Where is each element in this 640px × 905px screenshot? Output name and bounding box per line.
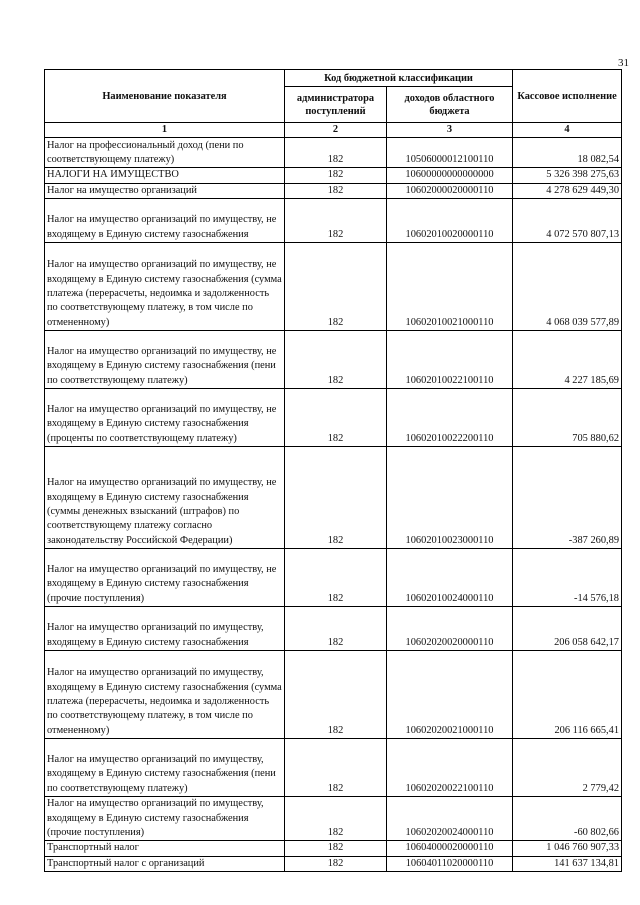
row-name: Налог на имущество организаций по имуществу, не входящему в Единую систему газоснабжения (пени по соответствующему платежу): [45, 331, 285, 389]
row-income-code: 10602010023000110: [387, 447, 513, 549]
row-admin-code: 182: [285, 856, 387, 871]
row-admin-code: 182: [285, 841, 387, 856]
row-admin-code: 182: [285, 549, 387, 607]
row-income-code: 10602010024000110: [387, 549, 513, 607]
table-row: [45, 447, 622, 549]
row-admin-code: 182: [285, 138, 387, 168]
table-row: [45, 607, 622, 651]
row-income-code: 10602020021000110: [387, 651, 513, 739]
column-number-1: 1: [45, 123, 285, 138]
row-exec-value: 4 278 629 449,30: [513, 183, 622, 198]
row-income-code: 10602010022100110: [387, 331, 513, 389]
row-income-code: 10602020022100110: [387, 739, 513, 797]
table-row: [45, 856, 622, 871]
row-exec-value: 206 058 642,17: [513, 607, 622, 651]
row-admin-code: 182: [285, 607, 387, 651]
row-name: Налог на имущество организаций: [45, 183, 285, 198]
row-exec-value: -60 802,66: [513, 797, 622, 841]
row-income-code: 10602020024000110: [387, 797, 513, 841]
header-code-group: Код бюджетной классификации: [285, 70, 513, 87]
row-name: Налог на имущество организаций по имуществу, входящему в Единую систему газоснабжения: [45, 607, 285, 651]
header-admin: администратора поступлений: [285, 87, 387, 123]
row-exec-value: -14 576,18: [513, 549, 622, 607]
table-row: [45, 331, 622, 389]
row-exec-value: 1 046 760 907,33: [513, 841, 622, 856]
row-name: Налог на имущество организаций по имуществу, не входящему в Единую систему газоснабжения: [45, 199, 285, 243]
table-row: [45, 199, 622, 243]
row-admin-code: 182: [285, 739, 387, 797]
row-admin-code: 182: [285, 447, 387, 549]
row-exec-value: 141 637 134,81: [513, 856, 622, 871]
table-row: [45, 389, 622, 447]
row-income-code: 10600000000000000: [387, 168, 513, 183]
row-income-code: 10602020020000110: [387, 607, 513, 651]
row-income-code: 10604011020000110: [387, 856, 513, 871]
header-income: доходов областного бюджета: [387, 87, 513, 123]
row-income-code: 10602010022200110: [387, 389, 513, 447]
row-exec-value: 4 227 185,69: [513, 331, 622, 389]
row-income-code: 10506000012100110: [387, 138, 513, 168]
table-row: [45, 739, 622, 797]
column-number-4: 4: [513, 123, 622, 138]
row-admin-code: 182: [285, 389, 387, 447]
row-income-code: 10602000020000110: [387, 183, 513, 198]
table-row: [45, 797, 622, 841]
row-exec-value: 705 880,62: [513, 389, 622, 447]
row-admin-code: 182: [285, 168, 387, 183]
table-row: [45, 183, 622, 198]
row-admin-code: 182: [285, 199, 387, 243]
row-exec-value: 18 082,54: [513, 138, 622, 168]
row-exec-value: -387 260,89: [513, 447, 622, 549]
column-number-3: 3: [387, 123, 513, 138]
row-income-code: 10604000020000110: [387, 841, 513, 856]
row-exec-value: 4 068 039 577,89: [513, 243, 622, 331]
row-exec-value: 4 072 570 807,13: [513, 199, 622, 243]
column-number-2: 2: [285, 123, 387, 138]
page-number: 31: [618, 57, 629, 69]
row-name: Транспортный налог с организаций: [45, 856, 285, 871]
budget-revenue-table: [44, 69, 622, 872]
row-name: Налог на имущество организаций по имуществу, входящему в Единую систему газоснабжения (прочие поступления): [45, 797, 285, 841]
row-admin-code: 182: [285, 797, 387, 841]
row-name: Налог на имущество организаций по имуществу, не входящему в Единую систему газоснабжения (сумма платежа (перерасчеты, недоимка и задолженность по соответствующему платежу, в том числе по отмененному): [45, 243, 285, 331]
table-row: [45, 651, 622, 739]
table-row: [45, 138, 622, 168]
table-row: [45, 168, 622, 183]
header-exec: Кассовое исполнение: [513, 70, 622, 123]
row-exec-value: 5 326 398 275,63: [513, 168, 622, 183]
row-income-code: 10602010021000110: [387, 243, 513, 331]
row-name: Налог на имущество организаций по имуществу, не входящему в Единую систему газоснабжения (суммы денежных взысканий (штрафов) по соответствующему платежу согласно законодательству Российской Федерации): [45, 447, 285, 549]
row-name: Налог на профессиональный доход (пени по соответствующему платежу): [45, 138, 285, 168]
row-income-code: 10602010020000110: [387, 199, 513, 243]
table-row: [45, 841, 622, 856]
row-admin-code: 182: [285, 243, 387, 331]
table-row: [45, 549, 622, 607]
row-admin-code: 182: [285, 183, 387, 198]
row-exec-value: 2 779,42: [513, 739, 622, 797]
row-name: Налог на имущество организаций по имуществу, не входящему в Единую систему газоснабжения (прочие поступления): [45, 549, 285, 607]
row-name: Налог на имущество организаций по имуществу, входящему в Единую систему газоснабжения (сумма платежа (перерасчеты, недоимка и задолженность по соответствующему платежу, в том числе по отмененному): [45, 651, 285, 739]
row-exec-value: 206 116 665,41: [513, 651, 622, 739]
row-name: Транспортный налог: [45, 841, 285, 856]
row-admin-code: 182: [285, 331, 387, 389]
row-name: Налог на имущество организаций по имуществу, не входящему в Единую систему газоснабжения (проценты по соответствующему платежу): [45, 389, 285, 447]
table-row: [45, 243, 622, 331]
row-name: Налог на имущество организаций по имуществу, входящему в Единую систему газоснабжения (пени по соответствующему платежу): [45, 739, 285, 797]
header-name: Наименование показателя: [45, 70, 285, 123]
row-name: НАЛОГИ НА ИМУЩЕСТВО: [45, 168, 285, 183]
row-admin-code: 182: [285, 651, 387, 739]
